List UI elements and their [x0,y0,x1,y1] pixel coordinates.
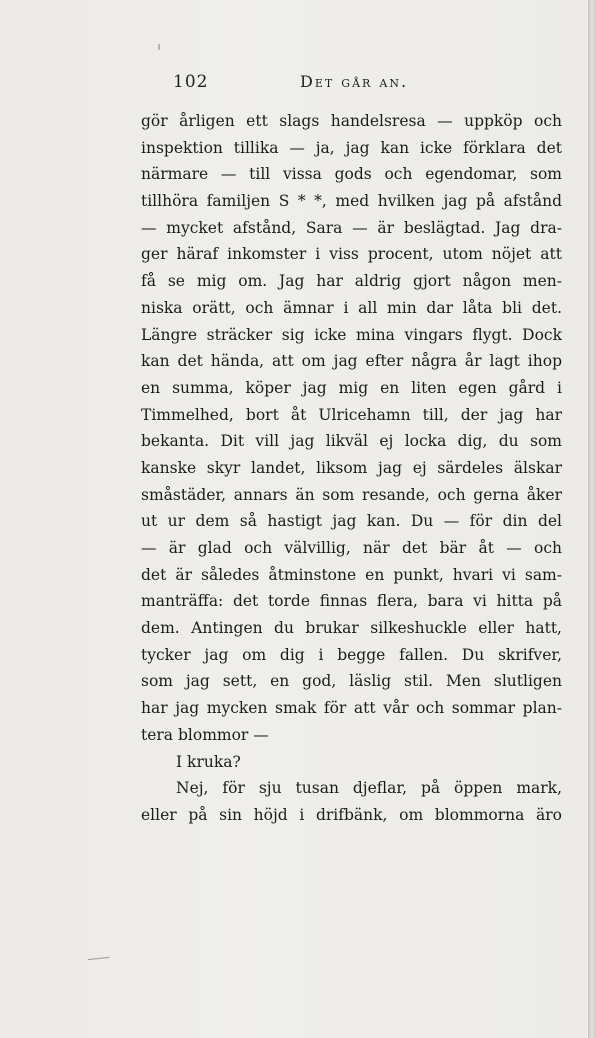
text-line: inspektion tillika — ja, jag kan icke förklara det [141,138,562,157]
text-line: niska orätt, och ämnar i all min dar låta bli det. [141,298,562,317]
page-edge [588,0,596,1038]
text-line-dialogue: Nej, för sju tusan djeflar, på öppen mark, [176,779,562,798]
running-header [140,72,560,102]
text-line: kanske skyr landet, liksom jag ej särdeles älskar [141,458,562,477]
text-line: — är glad och välvillig, när det bär åt — och [141,539,562,557]
text-line: få se mig om. Jag har aldrig gjort någon men- [141,272,562,291]
paper-speck [158,44,160,50]
text-line: kan det hända, att om jag efter några år lagt ihop [141,352,562,371]
text-line-dialogue: I kruka? [176,752,241,771]
text-line: manträffa: det torde finnas flera, bara vi hitta på [141,592,562,611]
text-line: eller på sin höjd i drifbänk, om blommorna äro [141,805,562,824]
text-line: en summa, köper jag mig en liten egen gård i [141,378,562,397]
page-number: 102 [173,72,209,92]
text-line: gör årligen ett slags handelsresa — uppköp och [141,112,562,130]
text-line: Timmelhed, bort åt Ulricehamn till, der jag har [141,405,562,424]
text-line: som jag sett, en god, läslig stil. Men slutligen [141,672,562,691]
text-line: har jag mycken smak för att vår och sommar plan- [141,699,562,718]
text-line: ger häraf inkomster i viss procent, utom nöjet att [141,245,562,264]
text-line: tera blommor — [141,725,269,744]
running-title: Det går an. [300,72,409,91]
text-line: tycker jag om dig i begge fallen. Du skrifver, [141,645,562,664]
text-line: närmare — till vissa gods och egendomar, som [141,165,562,184]
text-line: Längre sträcker sig icke mina vingars flygt. Dock [141,325,562,344]
text-line: dem. Antingen du brukar silkeshuckle eller hatt, [141,619,562,638]
text-line: det är således åtminstone en punkt, hvari vi sam- [141,565,562,584]
text-line: ut ur dem så hastigt jag kan. Du — för din del [141,512,562,531]
text-line: tillhöra familjen S * *, med hvilken jag på afstånd [141,192,562,211]
paper-fold-mark [88,957,111,966]
text-line: bekanta. Dit vill jag likväl ej locka dig, du som [141,432,562,451]
body-text [141,108,562,829]
text-line: — mycket afstånd, Sara — är beslägtad. Jag dra- [141,218,562,237]
text-line: småstäder, annars än som resande, och gerna åker [141,485,562,504]
